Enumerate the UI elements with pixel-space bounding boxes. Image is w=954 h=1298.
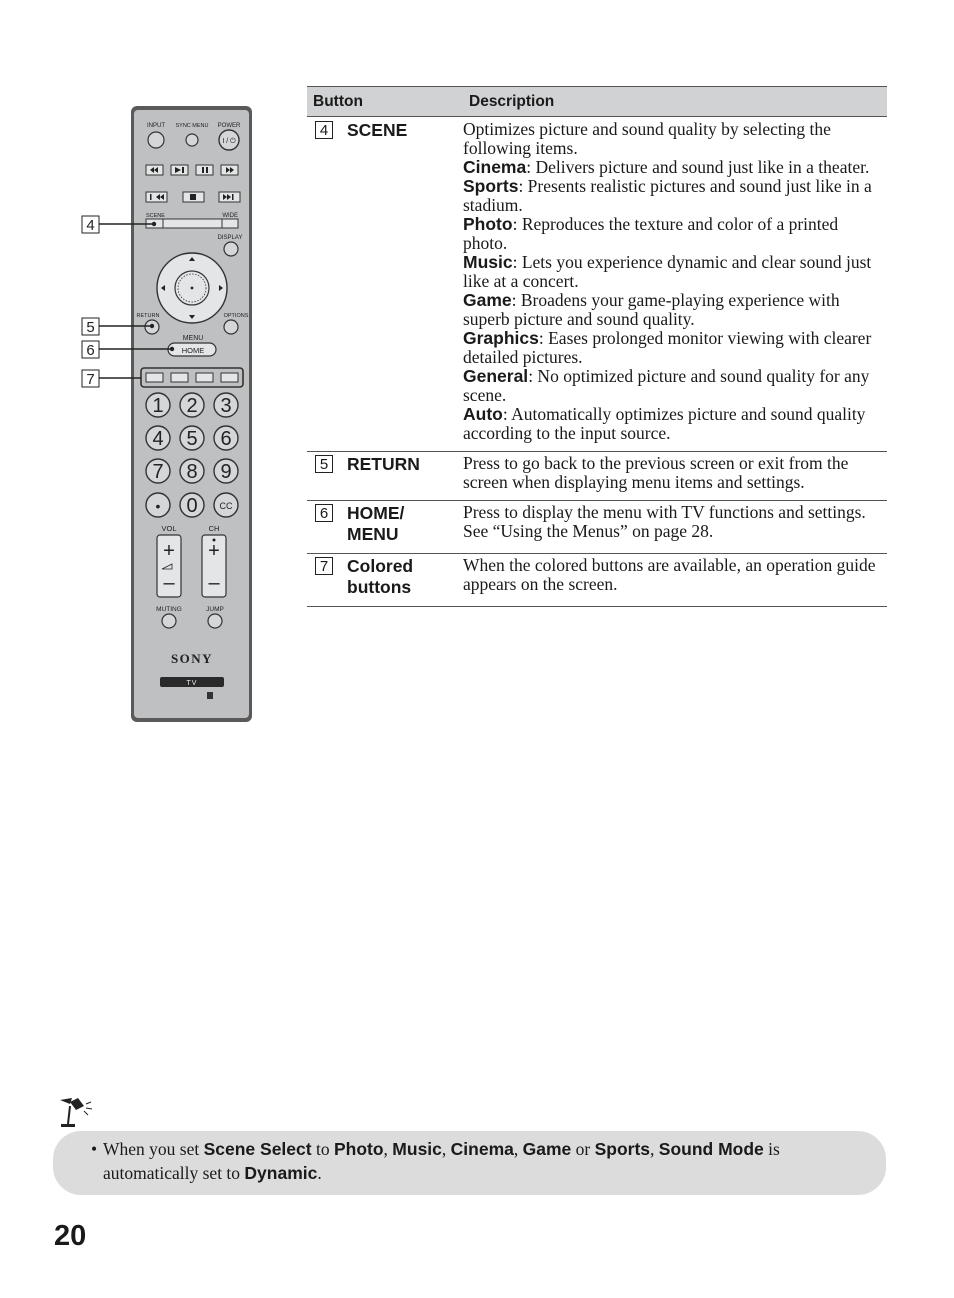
sync-menu-button[interactable] <box>186 134 198 146</box>
table-row-scene <box>307 117 887 452</box>
vol-label: VOL <box>161 524 177 533</box>
hint-text-part: , <box>513 1139 523 1159</box>
scene-label: SCENE <box>146 213 165 219</box>
channel-down-icon: – <box>208 572 220 594</box>
input-button[interactable] <box>148 132 164 148</box>
hint-keyword: Dynamic <box>244 1163 318 1183</box>
display-label: DISPLAY <box>217 235 243 241</box>
hint-keyword: Sound Mode <box>658 1139 764 1159</box>
digit-7: 7 <box>152 461 164 483</box>
transport-row-2[interactable] <box>146 192 240 202</box>
digit-1: 1 <box>152 395 164 417</box>
display-button[interactable] <box>224 242 238 256</box>
scene-item: Auto: Automatically optimizes picture and sound quality according to the input source. <box>463 404 866 443</box>
hint-bullet: • <box>91 1139 98 1159</box>
options-button[interactable] <box>224 320 238 334</box>
volume-down-icon: – <box>163 572 175 594</box>
digit-3: 3 <box>220 395 232 417</box>
digit-0: 0 <box>186 495 198 517</box>
home-menu-description: Press to display the menu with TV functions and settings. See “Using the Menus” on page 28. <box>463 501 887 554</box>
table-row-return <box>307 452 887 501</box>
sync-menu-label: SYNC MENU <box>175 123 209 129</box>
hint-text-part: When you set <box>103 1139 204 1159</box>
blue-button[interactable] <box>221 373 238 382</box>
hint-keyword: Cinema <box>450 1139 514 1159</box>
row-number: 6 <box>315 504 333 522</box>
muting-button[interactable] <box>162 614 176 628</box>
scene-item: Music: Lets you experience dynamic and clear sound just like at a concert. <box>463 252 872 291</box>
return-label: RETURN <box>136 313 160 319</box>
return-description: Press to go back to the previous screen or exit from the screen when displaying menu items and settings. <box>463 452 887 501</box>
hint-text-part: , <box>383 1139 393 1159</box>
hint-keyword: Music <box>392 1139 442 1159</box>
button-name: Colored buttons <box>347 556 414 597</box>
header-button: Button <box>307 87 463 117</box>
tv-label: TV <box>186 680 198 687</box>
table-header-row <box>307 87 887 117</box>
page-number: 20 <box>54 1220 87 1252</box>
hint-text <box>90 1137 856 1185</box>
wide-button[interactable] <box>222 219 238 228</box>
wide-label: WIDE <box>222 213 238 219</box>
jump-label: JUMP <box>206 606 224 613</box>
button-name: SCENE <box>347 120 408 140</box>
home-label: HOME <box>181 346 205 355</box>
channel-up-icon: + <box>208 540 220 562</box>
volume-up-icon: + <box>163 540 175 562</box>
enter-button[interactable] <box>191 287 194 290</box>
input-label: INPUT <box>147 123 165 129</box>
hint-keyword: Scene Select <box>203 1139 312 1159</box>
hint-text-part: or <box>571 1139 595 1159</box>
scene-description <box>463 117 887 452</box>
scene-item: Graphics: Eases prolonged monitor viewing with clearer detailed pictures. <box>463 328 872 367</box>
menu-label: MENU <box>182 335 204 342</box>
colored-buttons-description: When the colored buttons are available, an operation guide appears on the screen. <box>463 554 887 607</box>
table-row-home-menu <box>307 501 887 554</box>
table-row-colored-buttons <box>307 554 887 607</box>
ch-label: CH <box>208 524 220 533</box>
button-name: RETURN <box>347 454 420 474</box>
dot-button: • <box>155 498 161 514</box>
hint-text-part: , <box>650 1139 659 1159</box>
power-icon: I / ⏻ <box>222 138 236 145</box>
row-number: 4 <box>315 121 333 139</box>
digit-2: 2 <box>186 395 198 417</box>
digit-5: 5 <box>186 428 198 450</box>
hint-keyword: Game <box>522 1139 572 1159</box>
svg-text:5: 5 <box>86 319 95 336</box>
svg-text:6: 6 <box>86 342 95 359</box>
red-button[interactable] <box>146 373 163 382</box>
hint-text-part: , <box>441 1139 451 1159</box>
desk-lamp-icon <box>56 1094 96 1130</box>
yellow-button[interactable] <box>196 373 213 382</box>
stop-icon <box>190 194 196 200</box>
cc-button: CC <box>219 501 233 511</box>
scene-item: Cinema: Delivers picture and sound just like in a theater. <box>463 157 870 177</box>
hint-box <box>53 1131 886 1195</box>
svg-text:4: 4 <box>86 217 95 234</box>
scene-item: Photo: Reproduces the texture and color of a printed photo. <box>463 214 839 253</box>
button-description-table <box>307 86 887 607</box>
remote-control-illustration <box>80 100 260 730</box>
digit-6: 6 <box>220 428 232 450</box>
digit-8: 8 <box>186 461 198 483</box>
header-description: Description <box>463 87 887 117</box>
svg-text:7: 7 <box>86 371 95 388</box>
hint-keyword: Photo <box>333 1139 384 1159</box>
hint-text-part: . <box>317 1163 322 1183</box>
row-number: 5 <box>315 455 333 473</box>
certification-mark <box>207 692 213 699</box>
button-name: HOME/ MENU <box>347 503 405 544</box>
power-label: POWER <box>217 123 241 129</box>
scene-item: Game: Broadens your game-playing experience with superb picture and sound quality. <box>463 290 840 329</box>
scene-item: General: No optimized picture and sound quality for any scene. <box>463 366 870 405</box>
digit-4: 4 <box>152 428 164 450</box>
scene-intro: Optimizes picture and sound quality by selecting the following items. <box>463 119 831 158</box>
row-number: 7 <box>315 557 333 575</box>
hint-text-part: is automatically set to <box>103 1139 780 1183</box>
sony-logo: SONY <box>170 651 214 666</box>
jump-button[interactable] <box>208 614 222 628</box>
muting-label: MUTING <box>156 606 182 613</box>
hint-keyword: Sports <box>594 1139 651 1159</box>
options-label: OPTIONS <box>223 313 249 319</box>
green-button[interactable] <box>171 373 188 382</box>
digit-9: 9 <box>220 461 232 483</box>
scene-item: Sports: Presents realistic pictures and sound just like in a stadium. <box>463 176 872 215</box>
hint-text-part: to <box>311 1139 334 1159</box>
